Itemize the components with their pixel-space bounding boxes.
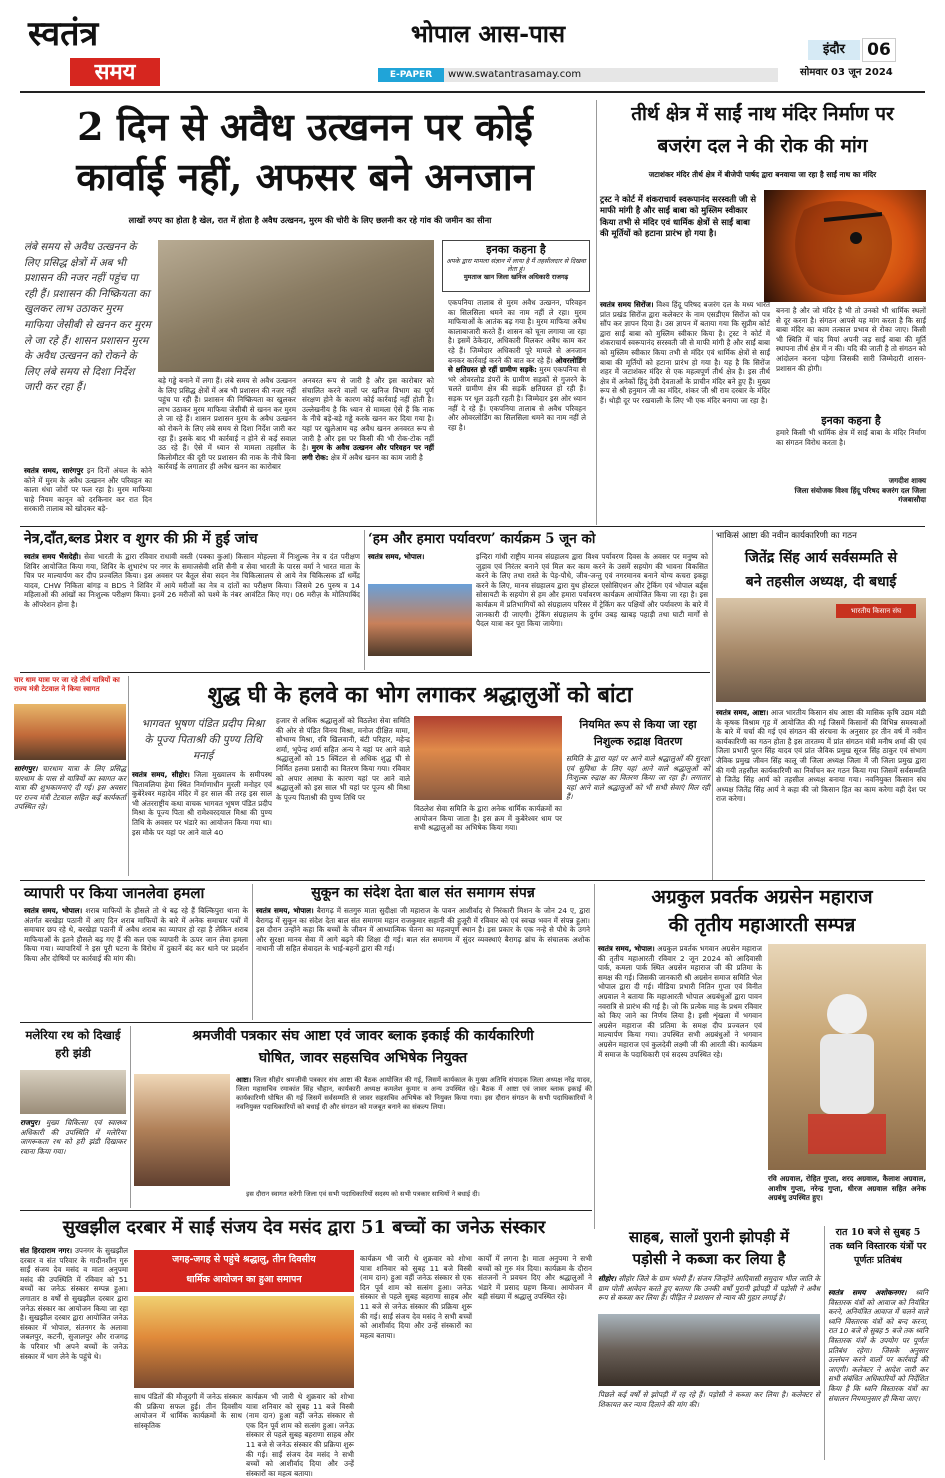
agrasen-photo [768,944,926,1170]
hut-divider [824,1226,825,1460]
press-text-body: जिला सीहोर श्रमजीवी पत्रकार संघ आष्टा की बैठक आयोजित की गई, जिसमें कार्यकाल के मुख्य अतिथि संपादक जिला अध्यक्ष नरेंद्र यादव, जिला महासचिव रमाकांत सिंह चौहान, कार्यकारी अध्यक्ष कमलेश कुमार व अन्य उपस्थित रहे। बैठक में आष्टा एवं जावर ब्लाक इकाई की कार्यकारिणी घोषित की गई जिसमें सर्वसम्मति से जावर सहसचिव अभिषेक को नियुक्त किया गया। इस दौरान संगठन के सभी पदाधिकारियों ने नवनियुक्त पदाधिकारियों को बधाई दी और संगठन को मजबूत बनाने का संकल्प लिया। [236,1076,592,1111]
lead-headline-1: 2 दिन से अवैध उत्खनन पर कोई [77,104,533,149]
agrasen-text [598,944,762,1226]
janeu-byline: संत हिरदाराम नगर। [20,1246,73,1255]
janeu-banner-1: जगह-जगह से पहुंचे श्रद्धालु, तीन दिवसीय [172,1254,316,1265]
section-title: भोपाल आस-पास [410,19,566,48]
rudraksh-headline: नियमित रूप से किया जा रहा निशुल्क रुद्राक्ष वितरण [579,718,697,748]
eye-divider [364,530,365,670]
hut-caption: पिछले कई वर्षों से झोपड़ी में रह रहे हैं। पड़ोसी ने कब्जा कर लिया है। कलेक्टर से शिकायत कर न्याय दिलाने की मांग की। [598,1390,820,1409]
kisan-text-body: आज भारतीय किसान संघ आष्टा की मासिक कृषि उद्यम मंडी के कृषक विश्राम गृह में आयोजित की गई जिसमें किसानों की विभिन्न समस्याओं के बारे में चर्चा की गई एवं संगठन की संरचना के अनुसार हर तीन वर्ष में नवीन कार्यकारिणी का गठन होता है इस तारतम्य में प्रांत संगठन मंत्री मनीष शर्मा की एवं जिला प्रभारी पूरन सिंह यादव एवं प्रांत जैविक प्रमुख सूरज सिंह ठाकुर एवं संभाग जैविक प्रमुख जीवन सिंह कालू जी जिला अध्यक्ष जिला में जी जिला प्रमुख द्वारा की गयी तहसील कार्यकारिणी का निर्वाचन कर गठन किया गया जिसमें सर्वसम्मति से जितेंद्र सिंह आर्य को तहसील अध्यक्ष बनाया गया। नवनियुक्त किसान संघ अध्यक्ष जितेंद्र सिंह आर्य ने कहा की जो किसान हित का काम करेगा वही देश पर राज करेगा। [716,708,926,804]
lead-byline: स्वतंत्र समय, सारंगपुर [24,466,84,475]
kisan-banner: भारतीय किसान संघ [836,604,916,618]
ghee-col3: विठलेश सेवा समिति के द्वारा अनेक धार्मिक कार्यक्रमों का आयोजन किया जाता है। इस क्रम में कुबेरेश्वर धाम पर सभी श्रद्धालुओं का अभिषेक किया गया। [414,804,562,833]
agrasen-headline-1: अग्रकुल प्रवर्तक अग्रसेन महाराज [651,886,873,908]
night-byline: स्वतंत्र समय अशोकनगर। [828,1288,907,1297]
malaria-headline: मलेरिया रथ को दिखाई हरी झंडी [25,1028,121,1060]
hanuman-photo [764,190,926,302]
website-link[interactable]: www.swatantrasamay.com [448,69,582,80]
env-photo [368,584,472,656]
lead-col3 [302,376,434,522]
kisan-byline: स्वतंत्र समय, आष्टा। [716,708,769,717]
sai-text: विश्व हिंदू परिषद बजरंग दल के मध्य भारत प्रांत प्रखंड सिरोंज द्वारा कलेक्टर के नाम एसडीएम सिरोंज को पत्र सौंप कर ज्ञापन दिया है। उस ज्ञापन में बताया गया कि सुप्रीम कोर्ट द्वारा साईं बाबा को मुस्लिम स्वीकार किया है। ट्रस्ट ने कोर्ट में शंकराचार्य स्वरूपानंद सरस्वती जी से माफी मांगी है और साईं बाबा को मुस्लिम स्वीकार किया तभी से मंदिर एवं धार्मिक क्षेत्रों से साईं बाबा की मूर्तियों को हटाना प्रारंभ हो गया है। यह है कि सिरोंज शहर में जटाशंकर मंदिर से एक महत्वपूर्ण तीर्थ क्षेत्र है। इस तीर्थ क्षेत्र में अनेकों हिंदू देवी देवताओं के प्राचीन मंदिर बने हुए हैं। मुख्य रूप से श्री हनुमान जी का मंदिर, शंकर जी श्री राम दरबार के मंदिर हैं। थोड़ी दूर पर रखवाली के लिए भी एक मंदिर बनाया जा रहा है। [600,300,770,405]
janeu-col3: कार्यक्रम भी जारी थे शुक्रवार को शोभा यात्रा शनिवार को सुबह 11 बजे विस्त्री (नाम दान) हुआ वहीं जनेऊ संस्कार से एक दिन पूर्व शाम को सत्संग हुआ। जनेऊ संस्कार से पहले सुबह बहराणा साहब और 11 बजे से जनेऊ संस्कार की प्रक्रिया शुरू की गई। साईं संजय देव मसंद ने सभी बच्चों को आशीर्वाद दिया और उन्हें संस्कारों का महत्व बताया। [246,1392,354,1478]
eye-byline: स्वतंत्र समय भैंसदेही। [24,552,81,561]
hut-photo [598,1314,820,1386]
agrasen-text-body: अग्रकुल प्रवर्तक भगवान अग्रसेन महाराज की तृतीय महाआरती रविवार 2 जून 2024 को आदिवासी पार्क, कमला पार्क स्थित अग्रसेन महाराज जी की प्रतिमा के समक्ष की गई। जिसकी जानकारी श्री अग्रसेन समाज समिति भेल भोपाल द्वारा दी गई। मीडिया प्रभारी नितिन गुप्ता एवं विनीत अग्रवाल ने बताया कि महाआरती भोपाल अग्रबंधुओं द्वारा पावन नवरात्रि से प्रारंभ की गई है। जो कि प्रत्येक माह के प्रथम रविवार को किए जाने का निर्णय लिया है। इसी शृंखला में भगवान अग्रसेन महाराज की प्रतिमा के समक्ष दीप प्रज्वलन एवं माल्यार्पण किया गया। उपस्थित सभी अग्रबंधुओं ने भगवान अग्रसेन महाराज एवं कुलदेवी लक्ष्मी जी की आरती की। कार्यक्रम में समाज के पदाधिकारी एवं सदस्य उपस्थित रहे। [598,944,762,1059]
hut-headline-2: पड़ोसी ने कब्जा कर लिया है [632,1250,786,1268]
malaria-text-body: मुख्य चिकित्सा एवं स्वास्थ्य अधिकारी की उपस्थिति में मलेरिया जागरूकता रथ को हरी झंडी दिखाकर रवाना किया गया। [20,1118,126,1156]
sai-headline-2: बजरंग दल ने की रोक की मांग [657,135,868,157]
row2-rule [20,672,710,673]
lead-divider [596,100,597,525]
janeu-photo-caption: साथ पंडितों की मौजूदगी में जनेऊ संस्कार की प्रक्रिया सफल हुई। तीन दिवसीय आयोजन में धार्मिक कार्यक्रमों के साथ सांस्कृतिक [134,1392,242,1430]
eye-text [24,552,360,668]
night-headline: रात 10 बजे से सुबह 5 तक ध्वनि विस्तारक यंत्रों पर पूर्णतः प्रतिबंध [829,1227,927,1266]
lead-inka-box [442,240,590,292]
lead-col4-subtext: मुरम एकपनिया से भरे ओवरलोड डंपरों के ग्रामीण सड़कों से गुजरने के चलते ग्रामीण क्षेत्र की सड़कें क्षतिग्रस्त हो रही हैं। सड़क पर धूल उड़ती रहती है। जिम्मेदार इस ओर ध्यान नहीं दे रहे हैं। एकपनिया तालाब से अवैध परिवहन और ओवरलोडिंग का सिलसिला थमने का नाम नहीं ले रहा है। [448,365,586,432]
ghee-pullquote: भागवत भूषण पंडित प्रदीप मिश्रा के पूज्य पिताश्री की पुण्य तिथि मनाई [141,718,265,762]
sai-byline: स्वतंत्र समय सिरोंज। [600,300,654,309]
janeu-banner-2: धार्मिक आयोजन का हुआ समापन [186,1274,302,1285]
press-caption: इस दौरान स्वागत करेगी जिला एवं सभी पदाधिकारियों सदस्य को सभी पत्रकार साथियों ने बधाई दी। [246,1190,480,1198]
kisan-headline-2: बने तहसील अध्यक्ष, दी बधाई [745,574,897,590]
press-headline-2: घोषित, जावर सहसचिव अभिषेक नियुक्त [258,1050,468,1066]
sai-inka-name1: जगदीश शाक्य [888,476,926,485]
lead-col2: बड़े गड्ढे बनाने में लगा हैं। लंबे समय से अवैध उत्खनन के लिए प्रसिद्ध क्षेत्रों में अब भी प्रशासन की नजर नहीं पहुंच पा रही हैं। प्रशासन की निष्क्रियता का खुलकर लाभ उठाकर मुरम माफिया जेसीबी से खनन कर मुरम ले जा रहे हैं। शासन प्रशासन मुरम के अवैध उत्खनन को रोकने के लिए लंबे समय से दिशा निर्देश जारी कर रहा हैं। इसके बाद भी कार्रवाई न होने से कई सवाल उठ रहे हैं। ऐसे में ध्यान से मामला तहसील के किलोमीटर की दूरी पर प्रशासन की नाक के नीचे बिना कार्रवाई के लगातार ही अवैध खनन का कारोबार [158,376,296,472]
lead-inka-name: मुमताज खान जिला खनिज अधिकारी राजगढ़ [463,273,569,281]
masthead-rule [20,91,925,93]
agrasen-caption: रवि अग्रवाल, रोहित गुप्ता, शरद अग्रवाल, कैलाश अग्रवाल, आशीष गुप्ता, नरेन्द्र गुप्ता, धीरज अग्रवाल सहित अनेक अग्रबंधु उपस्थित हुए। [768,1174,926,1203]
date-line: सोमवार 03 जून 2024 [800,67,893,78]
rudraksh-text: समिति के द्वारा यहां पर आने वाले श्रद्धालुओं की सुरक्षा एवं सुविधा के लिए यहां आने वाले श्रद्धालुओं को निःशुल्क रुद्राक्ष का वितरण किया जा रहा है। लगातार यहां आने वाले श्रद्धालुओं को भी सभी सेवाएं मिल रही हैं। [566,754,710,802]
merchant-headline: व्यापारी पर किया जानलेवा हमला [24,884,205,902]
lead-col3-text: अनवरत रूप से जारी है और इस कारोबार को संचालित करने वालों पर खनिज विभाग का पूर्ण संरक्षण होने के कारण कोई कार्रवाई नहीं होती है। उल्लेखनीय है कि ध्यान से मामला ऐसे हैं कि नाक के नीचे बड़े-बड़े गड्ढे करके खनन कर दिया गया है। यहां पर खुलेआम यह अवैध खनन अनवरत रूप से जारी है और इस पर किसी की भी रोक-टोक नहीं है। [302,376,434,453]
eye-headline: नेत्र,दाँत,ब्लड प्रेशर व शुगर की फ्री में हुई जांच [24,531,258,547]
sai-inka-title: इनका कहना है [821,414,881,427]
ghee-text: जिला मुख्यालय के समीपस्थ चितावलिया हेमा स्थित निर्माणाधीन मुरली मनोहर एवं कुबेरेश्वर महादेव मंदिर में हर साल की तरह इस साल भी अंतरराष्ट्रीय कथा वाचक भागवत भूषण पंडित प्रदीप मिश्रा के पूज्य पिता श्री रामेश्वरदयाल मिश्रा की पुण्य तिथि के अवसर पर भंडारे का आयोजन किया गया था। इस मौके पर यहां पर आने वाले 40 [132,770,272,837]
lead-col4-sub: ओवरलोडिंग से क्षतिग्रस्त हो रहीं ग्रामीण सड़कें: [448,355,586,375]
ghee-byline: स्वतंत्र समय, सीहोर। [132,770,190,779]
ghee-headline: शुद्ध घी के हलवे का भोग लगाकर श्रद्धालुओं को बांटा [207,682,633,708]
masthead [0,0,945,90]
night-text-body: ध्वनि विस्तारक यंत्रों को आवाज को नियंत्रित करने, अनियंत्रित आवाज में चलने वाले ध्वनि विस्तारक यंत्रों को बन्द करना, रात 10 बजे से सुबह 5 बजे तक ध्वनि विस्तारक यंत्रों के उपयोग पर पूर्णतः प्रतिबंध रहेगा। जिसके अनुसार उल्लंघन करने वालों पर कार्रवाई की जाएगी। कलेक्टर ने आदेश जारी कर सभी संबंधित अधिकारियों को निर्देशित किया है कि ध्वनि विस्तारक यंत्रों का संचालन नियमानुसार ही किया जाए। [828,1288,928,1403]
row4-rule [20,1022,592,1023]
ghee-col1 [132,770,272,876]
malaria-photo [20,1070,126,1114]
page-number: 06 [862,38,896,62]
sideleft-text [14,764,126,876]
sideleft-text-body: चारधाम यात्रा के लिए प्रसिद्ध चारधाम के पास से यात्रियों का स्वागत कर यात्रा की शुभकामनाएं दी गई। इस अवसर पर राज्य मंत्री टेटवाल सहित कई कार्यकर्ता उपस्थित रहे। [14,764,126,812]
logo-bottom: समय [70,58,160,86]
sideleft-caption: चार धाम यात्रा पर जा रहे तीर्थ यात्रियों का राज्य मंत्री टेटवाल ने किया स्वागत [14,676,120,693]
press-text [236,1076,592,1188]
row3-rule [20,880,925,881]
night-text [828,1288,928,1460]
hanuman-illustration [764,190,926,302]
sai-callout: ट्रस्ट ने कोर्ट में शंकराचार्य स्वरूपानंद सरस्वती जी से माफी मांगी है और साईं बाबा को मुस्लिम स्वीकार किया तभी से मंदिर एवं धार्मिक क्षेत्रों से साईं बाबा की मूर्तियों को हटाना प्रारंभ हो गया है। [600,194,757,239]
lead-subhead: लाखों रुपए का होता है खेल, रात में होता है अवैध उत्खनन, मुरम की चोरी के लिए छलनी कर रहे गांव की जमीन का सीना [128,215,492,225]
merchant-text [24,906,248,1018]
lead-col1 [24,466,152,522]
lead-headline-2: कार्वाई नहीं, अफसर बने अनजान [76,154,534,199]
sai-headline-1: तीर्थ क्षेत्र में साईं नाथ मंदिर निर्माण पर [631,103,894,125]
logo [28,14,168,86]
sai-inka-box [776,414,926,520]
malaria-byline: राजपुर। [20,1118,40,1127]
lead-col1-text: इन दिनों अंचल के कोने कोने में मुरम के अवैध उत्खनन और परिवहन का काला धंधा जोरों पर फल रहा है। मुरम माफिया चाहे नियम कानून को दरकिनार कर रात दिन सरकारी तालाब को खोदकर बड़े- [24,466,152,514]
sukoon-text-body: बैरागढ़ में सतगुरु माता सुदीक्षा जी महाराज के पावन आशीर्वाद से निरंकारी मिशन के जोन 24 ए, द्वारा बैरागढ़ में सुकून का संदेश देता बाल संत समागम महान राजकुमार सहानी की हुजूरी में रविवार को एवं स्वच्छ भवन में संपन्न हुआ। इस दौरान उन्होंने कहा कि बच्चों के जीवन में आध्यात्मिक चेतना का महत्वपूर्ण स्थान है। इस प्रकार के एक नन्हे से पौधे के उगने और सुरक्षा मानव सेवा में आगे बढ़ने की शिक्षा दी गई। बाल संत समागम में सुंदर व्यवस्थाएं बैरागढ़ ब्रांच के संचालक अशोक नाथानी जी सहित सेवादल के भाई-बहनों द्वारा की गई। [256,906,591,954]
sukoon-text [256,906,590,1018]
kisan-headline-1: जितेंद्र सिंह आर्य सर्वसम्मति से [744,550,898,566]
sai-col1 [600,300,770,514]
janeu-banner [134,1250,354,1292]
city-label: इंदौर [808,40,860,60]
lead-photo [158,240,434,372]
malaria-divider [130,1026,131,1208]
hut-text [598,1274,820,1310]
janeu-headline: सुखझील दरबार में साईं संजय देव मसंद द्वारा 51 बच्चों का जनेऊ संस्कार [62,1217,546,1238]
agrasen-statue-illustration [768,944,926,1170]
lead-col3-subtext: क्षेत्र में अवैध खनन का काम जारी है [330,452,423,462]
ghee-col2: हजार से अधिक श्रद्धालुओं को विठलेश सेवा समिति की ओर से पंडित विनय मिश्रा, मनोज दीक्षित मामा, सौभाग्य मिश्रा, रवि खिलवानी, बंटी परिहार, महेन्द्र शर्मा, भूपेन्द्र शर्मा सहित अन्य ने यहां पर आने वाले श्रद्धालुओं को 15 क्विंटल से अधिक शुद्ध घी से निर्मित हलवा प्रसादी का वितरण किया गया। रविवार को अपार आस्था के कारण यहां पर आने वाले श्रद्धालुओं को इस साल भी यहां पर पूज्य श्री मिश्रा के पूज्य पिताश्री की पुण्य तिथि पर [276,716,410,802]
env-divider [712,530,713,880]
ghee-photo [414,716,562,800]
agrasen-headline-2: की तृतीय महाआरती सम्पन्न [668,914,856,936]
press-headline-1: श्रमजीवी पत्रकार संघ आष्टा एवं जावर ब्लाक इकाई की कार्यकारिणी [192,1028,534,1044]
sai-subhead: जटाशंकर मंदिर तीर्थ क्षेत्र में बीजेपी पार्षद द्वारा बनवाया जा रहा है साईं नाथ का मंदिर [648,170,877,179]
sideleft-divider [128,676,129,876]
env-text: इन्दिरा गांधी राष्ट्रीय मानव संग्रहालय द्वारा विश्व पर्यावरण दिवस के अवसर पर मनुष्य को जुड़ाव एवं निरंतर बनाने एवं मिल कर काम करने के उसमें सहयोग की भावना विकसित करने के लिए तथा रास्ते के पेड़-पौधे, जीव-जन्तु एवं नगरमानव बनाने योग्य कचरा इकट्ठा करने के लिए, मानव संग्रहालय द्वारा युथ होस्टल एसोसिएशन और ट्रेकिंग एवं भोपाल बर्ड्स सोसायटी के सहयोग से हम और हमारा पर्यावरण कार्यक्रम आयोजित किया जा रहा है। इस कार्यक्रम में प्रतिभागियों को संग्रहालय परिसर में ट्रेकिंग कर पक्षियों और पर्यावरण के बारे में जानकारी दी जाएगी। ट्रेकिंग संग्रहालय के दुर्गम उबड़ खाबड़ पहाड़ी तथा घाटी मार्गों से पैदल यात्रा कर पूरा किया जायेगा। [476,552,708,629]
lead-inka-text: अपके द्वारा मामला संज्ञान में लाया है मैं तहसीलदार से दिखवा लेता हूं। [446,257,586,273]
press-photo [134,1074,230,1186]
eye-text-body: सेवा भारती के द्वारा रविवार राधावी वस्ती (पक्का कुआं) किसान मोहल्ला में निःशुल्क नेत्र व दंत परीक्षण शिविर आयोजित किया गया, शिविर के शुभारंभ पर नगर के समाजसेवी शशि सैनी व सेवा भारती के पारस वर्मा ने भारत माता के चित्र पर माल्यार्पण कर दीप प्रज्वलित किया। इस अवसर पर बैतूल सेवा सदन नेत्र चिकित्सालय से आये नेत्र चिकित्सक डॉ धर्मेंद्र यादव, CHW निकिता बांगड़ व BDS ने शिविर में आये मरीजों का नेत्र व दांतों का परीक्षण किया। जिसमे 26 पुरुष व 14 महिलाओं की आंखों का निःशुल्क परीक्षण किया। इनमें 26 मरीजों को चश्मे के नंबर आवंटित किए गए। 06 मरीज़ के मोतियाबिंद के ऑपरेशन होना है। [24,552,360,609]
sideleft-byline: सारंगपुर। [14,764,38,773]
kisan-kicker: भाकिसं आष्टा की नवीन कार्यकारिणी का गठन [716,531,857,541]
env-headline: ‘हम और हमारा पर्यावरण’ कार्यक्रम 5 जून को [368,531,596,547]
lead-inka-title: इनका कहना है [486,243,546,256]
janeu-col1 [20,1246,128,1460]
janeu-col5: कार्यों में लगना है। माता अनुपमा ने सभी बच्चों को गुरु मंत्र दिया। कार्यक्रम के दौरान संतजनों ने प्रवचन दिए और श्रद्धालुओं ने भंडारे में प्रसाद ग्रहण किया। आयोजन में बड़ी संख्या में श्रद्धालु उपस्थित रहे। [478,1254,592,1302]
row1-rule [20,526,925,527]
sukoon-divider [594,884,595,1229]
lead-col3-sub: मुरम के अवैध उत्खनन और परिवहन पर नहीं लगी रोक: [302,443,434,462]
hut-headline-1: साहब, सालों पुरानी झोपड़ी में [628,1228,790,1246]
janeu-photo [134,1296,354,1388]
press-byline: आष्टा। [236,1076,252,1084]
merchant-byline: स्वतंत्र समय, भोपाल। [24,906,83,915]
janeu-text: उपनगर के सुखझील दरबार व संत परिवार के गादीनशीन गुरु साईं संजय देव मसंद व माता अनुपमा मसंद की उपस्थिति में रविवार को 51 बच्चों का जनेऊ संस्कार सम्पन्न हुआ। लगातार 8 वर्षों से सुखझील दरबार द्वारा जनेऊ संस्कार का आयोजन किया जा रहा है। सुखझील दरबार द्वारा आयोजित जनेऊ संस्कार में भोपाल, संतनगर के अलावा जबलपुर, कटनी, सुजालपुर और राजगढ़ के परिवार भी अपने बच्चों के जनेऊ संस्कार में भाग लेने के पहुंचे थे। [20,1246,129,1361]
env-col1 [368,552,472,580]
sideleft-photo [14,704,126,760]
agrasen-byline: स्वतंत्र समय, भोपाल। [598,944,655,953]
hut-text-body: सीहोर जिले के ग्राम भंवरी हैं। संजय जिन्होंने आदिवासी समुदाय भील जाति के ग्राम पोती आवेदन करते हुए बताया कि उनकी वर्षों पुरानी झोपड़ी में पड़ोसी ने अवैध रूप से कब्जा कर लिया है। पीड़ित ने प्रशासन से न्याय की गुहार लगाई है। [598,1274,820,1303]
lead-quote: लंबे समय से अवैध उत्खनन के लिए प्रसिद्ध क्षेत्रों में अब भी प्रशासन की नजर नहीं पहुंच पा रही हैं। प्रशासन की निष्क्रियता का खुलकर लाभ उठाकर मुरम माफिया जेसीबी से खनन कर मुरम ले जा रहे हैं। शासन प्रशासन मुरम के अवैध उत्खनन को रोकने के लिए लंबे समय से दिशा निर्देश जारी कर रहा हैं। [24,241,151,394]
hut-byline: सीहोर। [598,1274,617,1283]
env-byline: स्वतंत्र समय, भोपाल। [368,552,425,561]
malaria-text [20,1118,126,1204]
merchant-text-body: शराब माफियों के हौसले तो थे बढ़ रहे हैं बिल्किपुरा थाना के अंतर्गत बरखेड़ा पठानी में आए दिन शराब माफियों के बारे में अनेक समाचार पत्रों में समाचार छप रहे थे, बरखेड़ा पठानी में अवैध शराब का व्यापार हो रहा है लेकिन शराब माफियाओं के इतने हौसले बढ़ गए हैं की कल एक व्यापारी के ऊपर जान लेवा हमला किया गया। व्यापारियों ने इस पूरी घटना के विरोध में दुकानें बंद कर थाने पर प्रदर्शन किया और दोषियों पर कार्रवाई की मांग की। [24,906,248,963]
merchant-divider [252,884,253,1020]
logo-top: स्वतंत्र [28,14,99,54]
row5-rule [20,1210,592,1211]
kisan-photo [716,598,926,702]
sai-inka-name2: जिला संयोजक विश्व हिंदू परिषद बजरंग दल जिला गंजबासौदा [794,485,926,505]
janeu-col4: कार्यक्रम भी जारी थे शुक्रवार को शोभा यात्रा शनिवार को सुबह 11 बजे विस्त्री (नाम दान) हुआ वहीं जनेऊ संस्कार से एक दिन पूर्व शाम को सत्संग हुआ। जनेऊ संस्कार से पहले सुबह बहराणा साहब और 11 बजे से जनेऊ संस्कार की प्रक्रिया शुरू की गई। साईं संजय देव मसंद ने सभी बच्चों को आशीर्वाद दिया और उन्हें संस्कारों का महत्व बताया। [360,1254,472,1340]
sukoon-headline: सुकून का संदेश देता बाल संत समागम संपन्न [311,885,535,901]
sai-col2: बनना है और जो मंदिर है भी तो उनको भी धार्मिक स्थलों से दूर करना है। संगठन आपसे यह मांग करता है कि साईं बाबा मंदिर का काम तत्काल प्रभाव से रोका जाए। किसी भी स्थिति में चांद मियां अपनी जड़ साईं बाबा की मूर्ति स्थापना तीर्थ क्षेत्र में न की। यदि की जाती है तो संगठन को आंदोलन करना पड़ेगा जिसकी सारी जिम्मेदारी शासन-प्रशासन की होगी। [776,306,926,373]
lead-col4 [448,298,586,522]
lead-col4-text: एकपनिया तालाब से मुरम अवैध उत्खनन, परिवहन का सिलसिला थमने का नाम नहीं ले रहा। मुरम माफियाओं के आतंक बढ़ गया है। मुरम माफिया अवैध कालाबाजारी करते हैं। शासन को चूना लगाया जा रहा है। इसमें ठेकेदार, अधिकारी मिलकर अवैध काम कर रहे हैं। जिम्मेदार अधिकारी पूरे मामले से अनजान बनकर कार्रवाई करने की बात कर रहे हैं। [448,298,586,365]
sukoon-byline: स्वतंत्र समय, भोपाल। [256,906,314,915]
kisan-text [716,708,926,880]
epaper-badge[interactable]: E-PAPER [378,68,444,82]
sai-inka-text: हमारे किसी भी धार्मिक क्षेत्र में साईं बाबा के मंदिर निर्माण का संगठन विरोध करता है। [776,428,926,447]
